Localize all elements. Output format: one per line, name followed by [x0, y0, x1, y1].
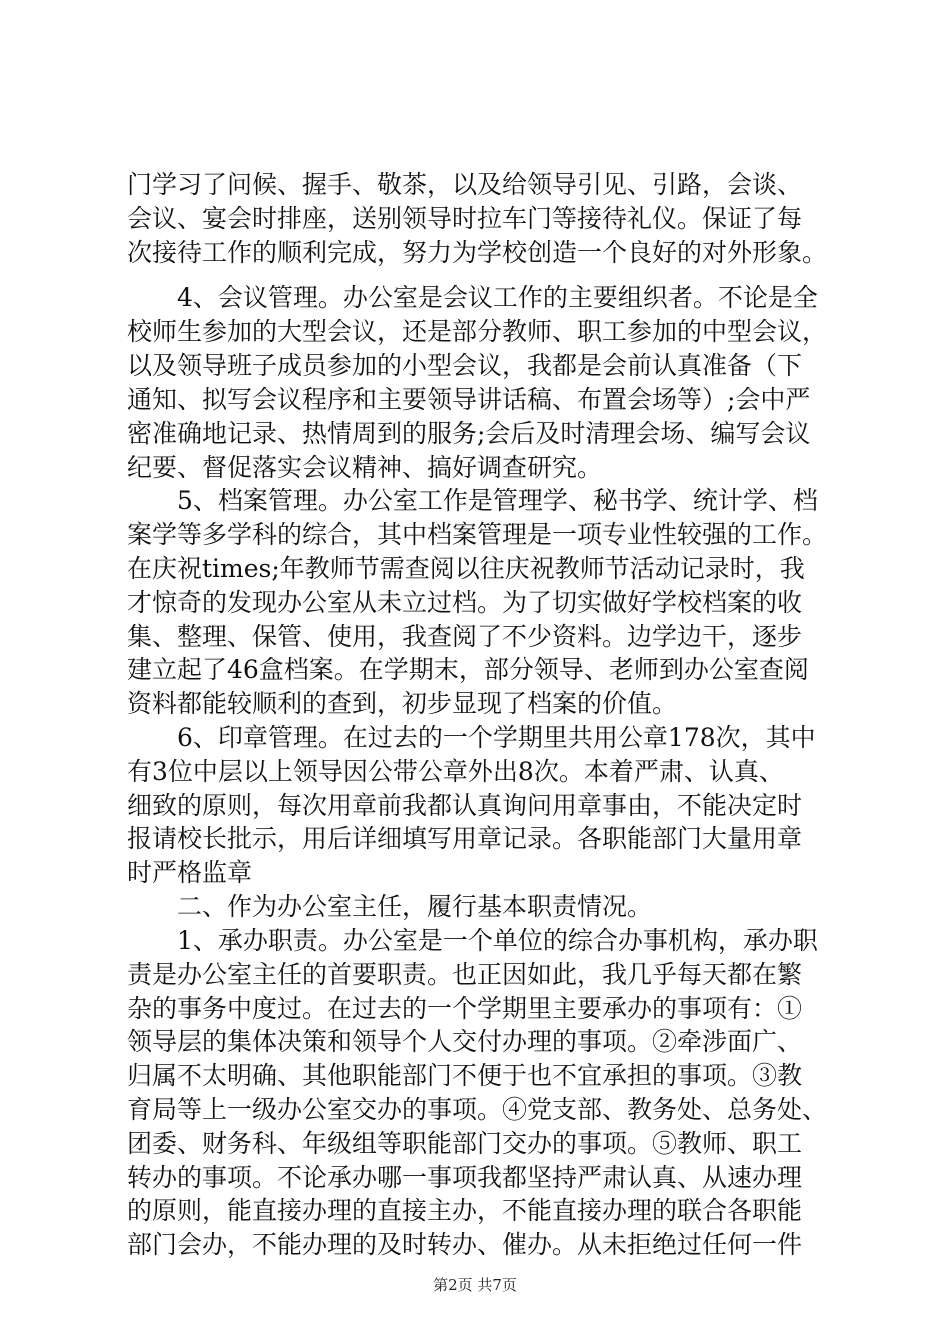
text-line-16: 资料都能较顺利的查到，初步显现了档案的价值。: [127, 689, 678, 719]
text-line-12: 在庆祝times;年教师节需查阅以往庆祝教师节活动记录时，我: [127, 553, 805, 583]
text-line-24: 责是办公室主任的首要职责。也正因如此，我几乎每天都在繁: [127, 959, 803, 989]
text-line-27: 归属不太明确、其他职能部门不便于也不宜承担的事项。③教: [127, 1061, 803, 1091]
text-line-28: 育局等上一级办公室交办的事项。④党支部、教务处、总务处、: [127, 1094, 828, 1124]
text-line-18: 有3位中层以上领导因公带公章外出8次。本着严肃、认真、: [127, 756, 784, 786]
text-line-26: 领导层的集体决策和领导个人交付办理的事项。②牵涉面广、: [127, 1027, 803, 1057]
page-footer: 第2页 共7页: [433, 1276, 517, 1294]
text-line-11: 案学等多学科的综合，其中档案管理是一项专业性较强的工作。: [127, 520, 828, 550]
text-line-21: 时严格监章: [127, 858, 253, 888]
text-line-2: 会议、宴会时排座，送别领导时拉车门等接待礼仪。保证了每: [127, 203, 803, 233]
text-line-31: 的原则，能直接办理的直接主办，不能直接办理的联合各职能: [127, 1196, 803, 1226]
text-line-6: 以及领导班子成员参加的小型会议，我都是会前认真准备（下: [127, 351, 803, 381]
text-line-13: 才惊奇的发现办公室从未立过档。为了切实做好学校档案的收: [127, 587, 803, 617]
text-line-7: 通知、拟写会议程序和主要领导讲话稿、布置会场等）;会中严: [127, 384, 811, 414]
text-line-29: 团委、财务科、年级组等职能部门交办的事项。⑤教师、职工: [127, 1128, 803, 1158]
text-line-15: 建立起了46盒档案。在学期末，部分领导、老师到办公室查阅: [127, 655, 809, 685]
text-line-20: 报请校长批示，用后详细填写用章记录。各职能部门大量用章: [127, 824, 803, 854]
text-line-4: 4、会议管理。办公室是会议工作的主要组织者。不论是全: [127, 283, 818, 313]
text-line-14: 集、整理、保管、使用，我查阅了不少资料。边学边干，逐步: [127, 621, 803, 651]
text-line-25: 杂的事务中度过。在过去的一个学期里主要承办的事项有：①: [127, 993, 803, 1023]
text-line-8: 密准确地记录、热情周到的服务;会后及时清理会场、编写会议: [127, 418, 811, 448]
text-line-9: 纪要、督促落实会议精神、搞好调查研究。: [127, 452, 603, 482]
text-line-19: 细致的原则，每次用章前我都认真询问用章事由，不能决定时: [127, 790, 803, 820]
text-line-3: 次接待工作的顺利完成，努力为学校创造一个良好的对外形象。: [127, 237, 828, 267]
text-line-10: 5、档案管理。办公室工作是管理学、秘书学、统计学、档: [127, 486, 818, 516]
text-line-22: 二、作为办公室主任，履行基本职责情况。: [127, 892, 653, 922]
text-line-30: 转办的事项。不论承办哪一事项我都坚持严肃认真、从速办理: [127, 1162, 803, 1192]
text-line-17: 6、印章管理。在过去的一个学期里共用公章178次，其中: [127, 723, 816, 752]
text-line-32: 部门会办，不能办理的及时转办、催办。从未拒绝过任何一件: [127, 1230, 803, 1260]
text-line-5: 校师生参加的大型会议，还是部分教师、职工参加的中型会议，: [127, 317, 828, 347]
text-line-23: 1、承办职责。办公室是一个单位的综合办事机构，承办职: [127, 925, 818, 955]
text-line-1: 门学习了问候、握手、敬茶，以及给领导引见、引路，会谈、: [127, 170, 803, 199]
